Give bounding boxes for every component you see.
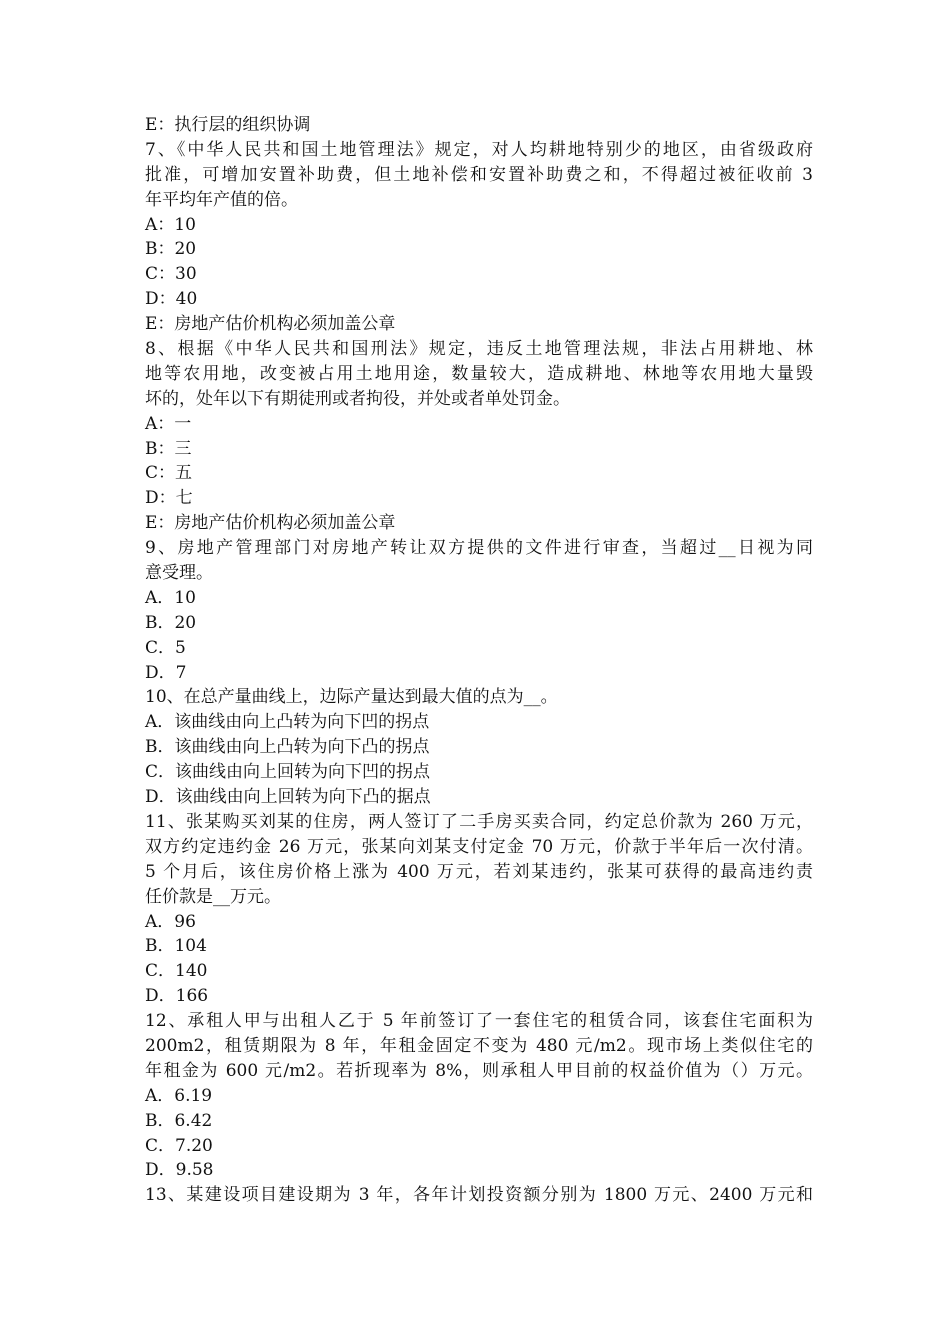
- text-line: 双方约定违约金 26 万元，张某向刘某支付定金 70 万元，价款于半年后一次付清。: [145, 836, 813, 857]
- text-line: E：房地产估价机构必须加盖公章: [145, 314, 396, 335]
- text-line: D．该曲线由向上回转为向下凸的据点: [145, 787, 431, 808]
- text-line: D：七: [145, 488, 193, 509]
- text-line: 9、房地产管理部门对房地产转让双方提供的文件进行审查，当超过__日视为同: [145, 538, 813, 559]
- text-line: 10、在总产量曲线上，边际产量达到最大值的点为__。: [145, 687, 558, 708]
- text-line: 8、根据《中华人民共和国刑法》规定，违反土地管理法规，非法占用耕地、林: [145, 339, 813, 360]
- text-line: 批准，可增加安置补助费，但土地补偿和安置补助费之和，不得超过被征收前 3: [145, 164, 813, 185]
- text-line: C．7.20: [145, 1135, 213, 1156]
- text-line: D：40: [145, 289, 198, 310]
- text-line: 地等农用地，改变被占用土地用途，数量较大，造成耕地、林地等农用地大量毁: [145, 363, 813, 384]
- text-line: C．5: [145, 637, 186, 658]
- text-line: 坏的，处年以下有期徒刑或者拘役，并处或者单处罚金。: [145, 388, 570, 409]
- text-line: A．6.19: [145, 1085, 213, 1106]
- text-line: A：10: [145, 214, 196, 235]
- text-line: 5 个月后，该住房价格上涨为 400 万元，若刘某违约，张某可获得的最高违约责: [145, 861, 813, 882]
- text-line: D．166: [145, 986, 209, 1007]
- text-line: C．140: [145, 961, 208, 982]
- text-line: D．9.58: [145, 1160, 214, 1181]
- text-line: 200m2，租赁期限为 8 年，年租金固定不变为 480 元/m2。现市场上类似住宅的: [145, 1035, 813, 1056]
- text-line: A．96: [145, 911, 196, 932]
- text-line: 11、张某购买刘某的住房，两人签订了二手房买卖合同，约定总价款为 260 万元，: [145, 811, 813, 832]
- text-line: 7、《中华人民共和国土地管理法》规定，对人均耕地特别少的地区，由省级政府: [145, 139, 813, 160]
- text-line: B．6.42: [145, 1110, 213, 1131]
- text-line: E：房地产估价机构必须加盖公章: [145, 513, 396, 534]
- text-line: B．该曲线由向上凸转为向下凸的拐点: [145, 737, 430, 758]
- document-page: [145, 113, 813, 1208]
- text-line: C：五: [145, 463, 193, 484]
- text-line: B：三: [145, 438, 192, 459]
- text-line: 年租金为 600 元/m2。若折现率为 8%，则承租人甲目前的权益价值为（）万元。: [145, 1060, 813, 1081]
- text-line: A：一: [145, 413, 192, 434]
- text-line: E：执行层的组织协调: [145, 115, 311, 135]
- text-line: 任价款是__万元。: [145, 886, 281, 907]
- text-line: B．20: [145, 612, 197, 633]
- text-line: C．该曲线由向上回转为向下凹的拐点: [145, 762, 431, 783]
- text-line: 年平均年产值的倍。: [145, 189, 298, 210]
- text-line: D．7: [145, 662, 187, 683]
- text-line: A．10: [145, 587, 196, 608]
- text-line: 意受理。: [145, 563, 213, 584]
- text-line: 13、某建设项目建设期为 3 年，各年计划投资额分别为 1800 万元、2400 万元和: [145, 1185, 813, 1206]
- text-line: 12、承租人甲与出租人乙于 5 年前签订了一套住宅的租赁合同，该套住宅面积为: [145, 1011, 813, 1032]
- text-line: A．该曲线由向上凸转为向下凹的拐点: [145, 712, 430, 733]
- text-line: C：30: [145, 264, 197, 285]
- text-line: B：20: [145, 239, 197, 260]
- text-line: B．104: [145, 936, 207, 957]
